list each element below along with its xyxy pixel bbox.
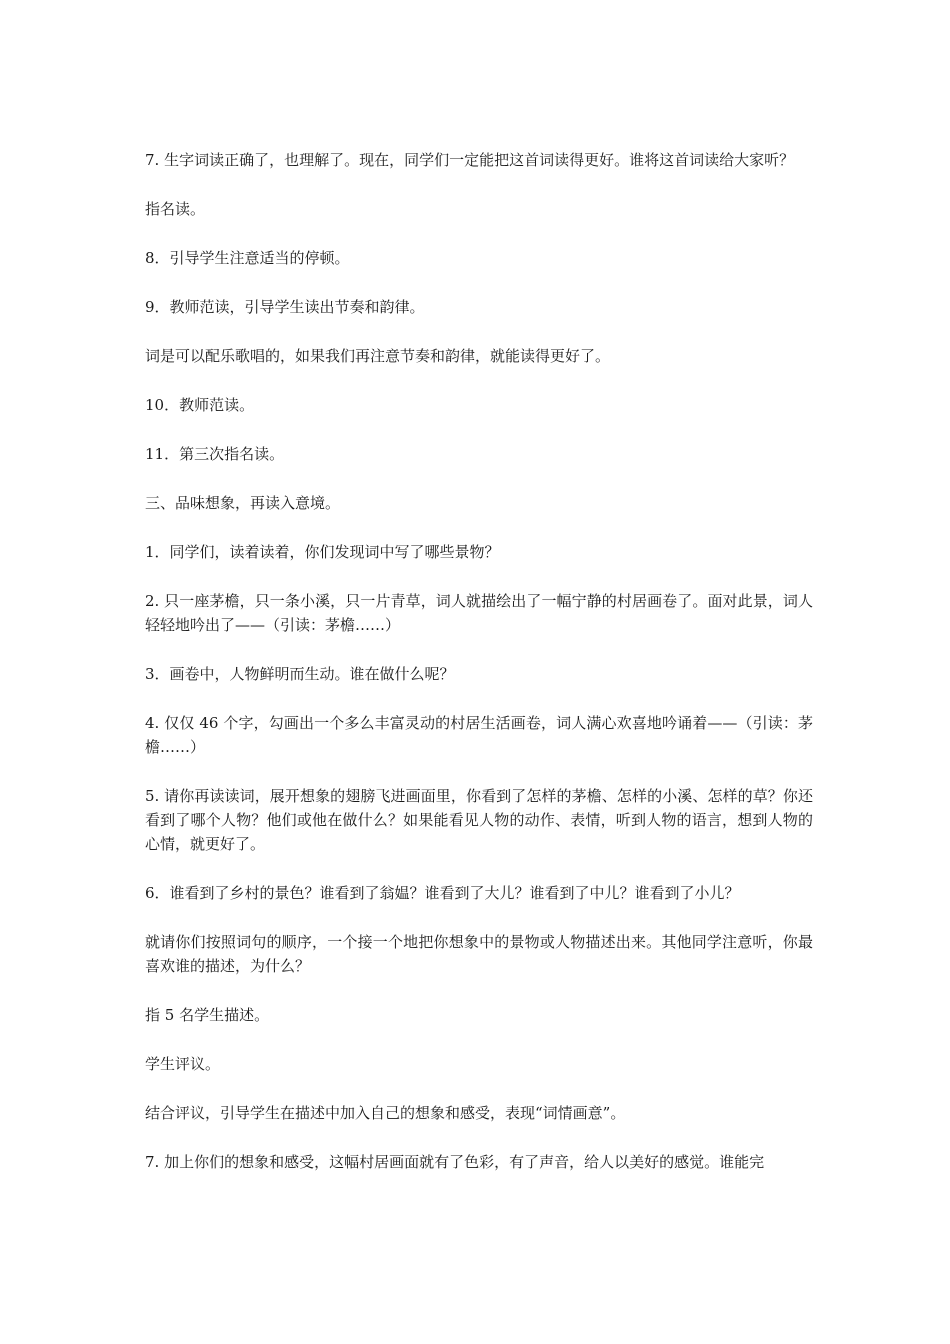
document-body	[145, 148, 813, 1199]
paragraph-step-8: 8．引导学生注意适当的停顿。	[145, 249, 350, 267]
paragraph-step-2: 2. 只一座茅檐，只一条小溪，只一片青草，词人就描绘出了一幅宁静的村居画卷了。面对此景，词人轻轻地吟出了——（引读：茅檐……）	[145, 592, 813, 634]
paragraph-student-review: 学生评议。	[145, 1055, 221, 1073]
paragraph-step-1: 1．同学们，读着读着，你们发现词中写了哪些景物？	[145, 543, 500, 561]
paragraph-step-7-reading: 7. 生字词读正确了，也理解了。现在，同学们一定能把这首词读得更好。谁将这首词读给大家听？	[145, 151, 795, 169]
paragraph-step-7-imagination: 7. 加上你们的想象和感受，这幅村居画面就有了色彩，有了声音，给人以美好的感觉。谁能完	[145, 1153, 765, 1171]
paragraph-step-5: 5. 请你再读读词，展开想象的翅膀飞进画面里，你看到了怎样的茅檐、怎样的小溪、怎样的草？你还看到了哪个人物？他们或他在做什么？如果能看见人物的动作、表情，听到人物的语言，想到人物的心情，就更好了。	[145, 787, 813, 853]
paragraph-describe-instructions: 就请你们按照词句的顺序，一个接一个地把你想象中的景物或人物描述出来。其他同学注意听，你最喜欢谁的描述，为什么？	[145, 933, 813, 975]
paragraph-rhythm-note: 词是可以配乐歌唱的，如果我们再注意节奏和韵律，就能读得更好了。	[145, 347, 611, 365]
paragraph-step-10: 10．教师范读。	[145, 396, 255, 414]
section-heading-3: 三、品味想象，再读入意境。	[145, 494, 341, 512]
paragraph-step-3: 3．画卷中，人物鲜明而生动。谁在做什么呢？	[145, 665, 455, 683]
paragraph-step-4: 4. 仅仅 46 个字，勾画出一个多么丰富灵动的村居生活画卷，词人满心欢喜地吟诵着——（引读：茅檐……）	[145, 714, 813, 756]
paragraph-combine-review: 结合评议，引导学生在描述中加入自己的想象和感受，表现“词情画意”。	[145, 1104, 626, 1122]
paragraph-five-students: 指 5 名学生描述。	[145, 1006, 270, 1024]
paragraph-step-9: 9．教师范读，引导学生读出节奏和韵律。	[145, 298, 425, 316]
paragraph-step-6: 6．谁看到了乡村的景色？谁看到了翁媪？谁看到了大儿？谁看到了中儿？谁看到了小儿？	[145, 884, 740, 902]
paragraph-name-reading: 指名读。	[145, 200, 206, 218]
paragraph-step-11: 11．第三次指名读。	[145, 445, 285, 463]
